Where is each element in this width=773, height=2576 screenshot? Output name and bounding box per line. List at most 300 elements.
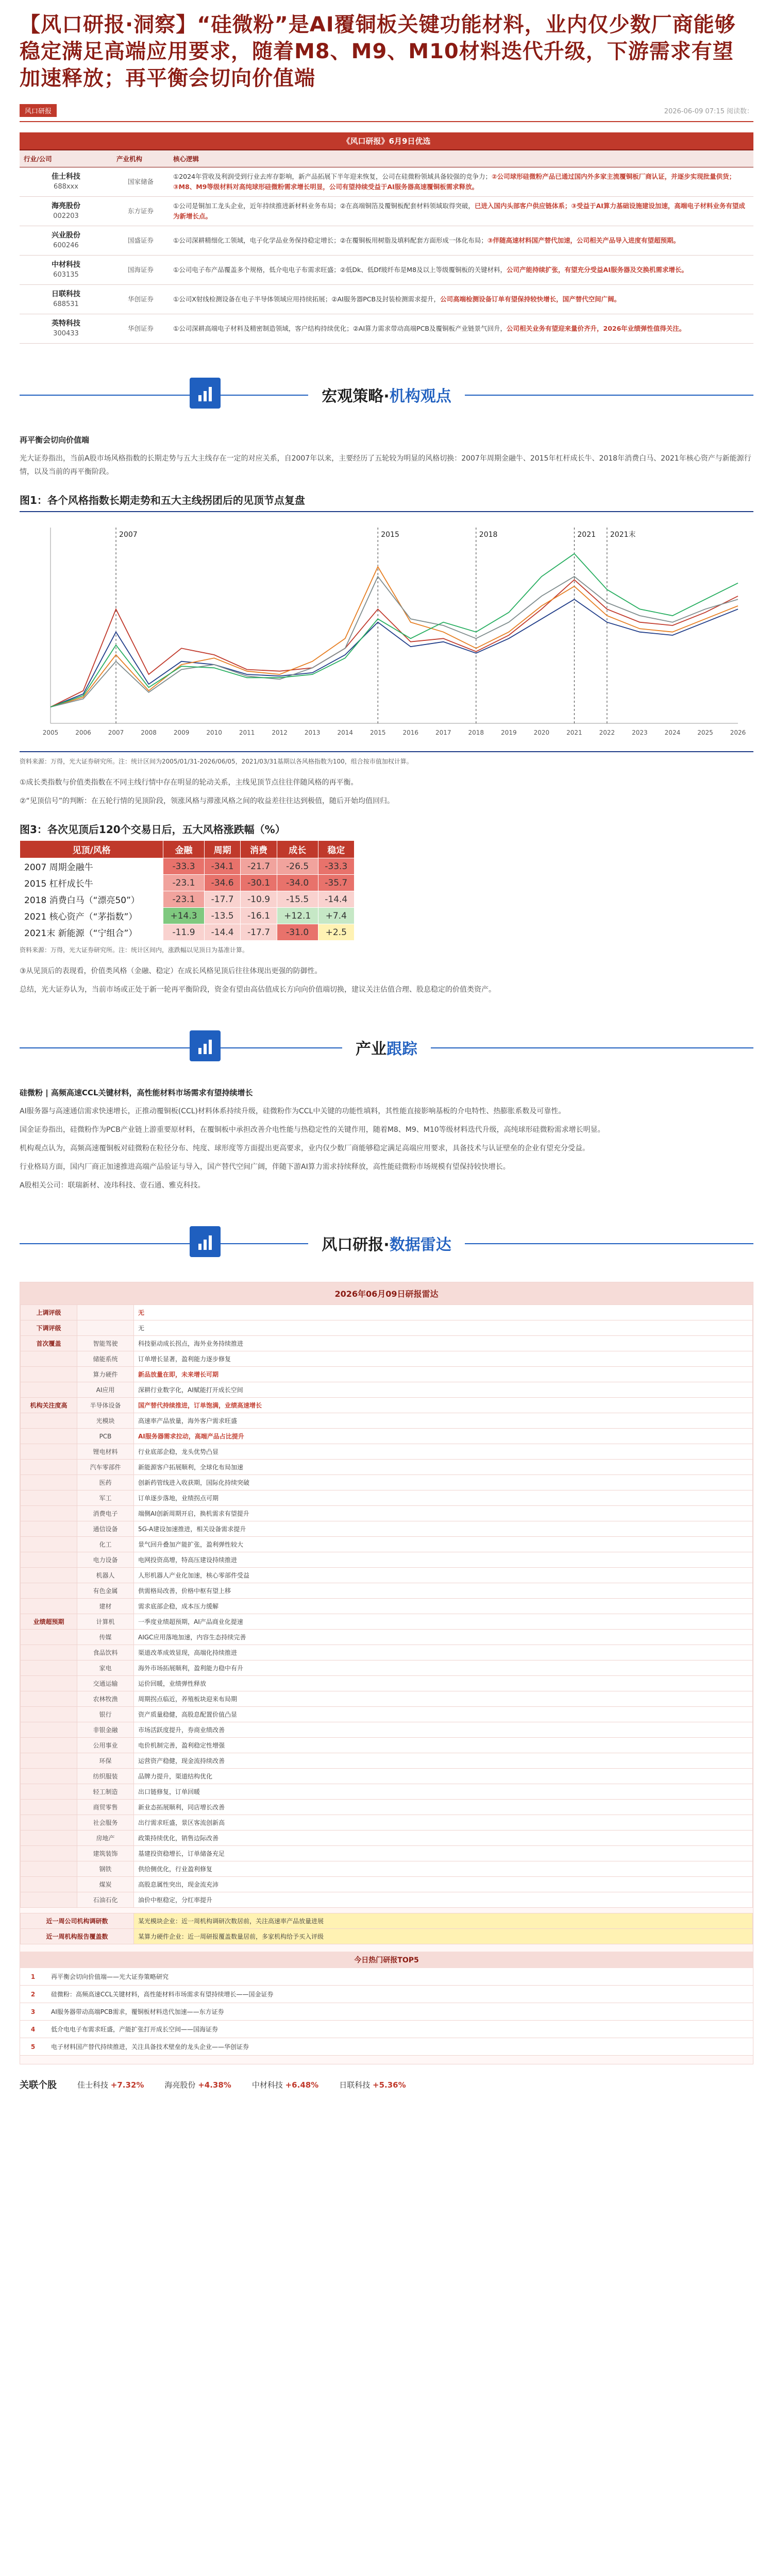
radar-sector: 电力设备: [77, 1552, 134, 1568]
radar-sector: 石油石化: [77, 1892, 134, 1908]
peak-name: 2018 消费白马（“漂亮50”）: [20, 891, 163, 908]
style-return: -11.9: [163, 924, 205, 941]
peak-annotation: 2015: [381, 531, 399, 539]
radar-sector: 储能系统: [77, 1351, 134, 1367]
picks-row: [20, 256, 753, 285]
radar-sector: 交通运输: [77, 1676, 134, 1691]
radar-text[interactable]: 一季度业绩超预期，AI产品商业化提速: [134, 1614, 753, 1630]
radar-sector: 光模块: [77, 1413, 134, 1429]
radar-sector: 钢铁: [77, 1861, 134, 1877]
radar-row: [21, 1614, 753, 1630]
radar-category: 机构关注度高: [21, 1398, 77, 1413]
top-report-title: 低介电电子布需求旺盛，产能扩张打开成长空间——国海证券: [51, 2026, 219, 2033]
picks-table-title: 《风口研报》6月9日优选: [20, 132, 753, 150]
company-name: 日联科技: [52, 290, 80, 298]
company-code: 688531: [53, 300, 79, 308]
radar-row: [21, 1784, 753, 1800]
radar-sector: 计算机: [77, 1614, 134, 1630]
logic-text: ①公司电子布产品覆盖多个规格，低介电电子布需求旺盛；②低Dk、低Df玻纤布是M8及以上等级覆铜板的关键材料，: [173, 266, 507, 274]
style-return: -17.7: [241, 924, 277, 941]
headline-title: 【风口研报·洞察】“硅微粉”是AI覆铜板关键功能材料，业内仅少数厂商能够稳定满足高端应用要求，随着M8、M9、M10材料迭代升级，下游需求有望加速释放；再平衡会切向价值端: [20, 13, 736, 90]
style-row: [20, 924, 355, 941]
institution-cell: 东方证券: [112, 197, 169, 226]
radar-tip-row: [21, 1929, 753, 1944]
radar-sector: 消费电子: [77, 1506, 134, 1521]
radar-category: [21, 1877, 77, 1892]
para-b: ②“见顶信号”的判断：在五轮行情的见顶阶段，领涨风格与滞涨风格之间的收益差往往达到极值，随后开始均值回归。: [20, 797, 395, 805]
publish-date: 2026-06-09 07:15 阅读数：: [664, 108, 753, 115]
style-index-line-chart: [20, 512, 753, 749]
peak-name: 2015 杠杆成长牛: [20, 875, 163, 891]
radar-category: [21, 1691, 77, 1707]
radar-text[interactable]: 渠道改革成效显现，高端化持续推进: [134, 1645, 753, 1660]
related-stock-name: 日联科技: [339, 2080, 371, 2090]
top-report-item[interactable]: [20, 1968, 753, 1986]
logic-cell: [169, 226, 753, 256]
company-name: 佳士科技: [52, 173, 80, 181]
top-report-item[interactable]: [20, 1986, 753, 2003]
style-row: [20, 891, 355, 908]
radar-text[interactable]: 出行需求旺盛，景区客流创新高: [134, 1815, 753, 1831]
radar-text[interactable]: 出口链修复，订单回暖: [134, 1784, 753, 1800]
style-return: -26.5: [277, 858, 318, 875]
style-return-table: [20, 840, 355, 941]
radar-sector: 房地产: [77, 1831, 134, 1846]
radar-row: [21, 1846, 753, 1861]
banner-label: 风口研报·数据雷达: [308, 1232, 464, 1255]
style-return: -34.1: [204, 858, 240, 875]
logic-cell: [169, 197, 753, 226]
para-d: 总结，光大证券认为，当前市场或正处于新一轮再平衡阶段，资金有望由高估值成长方向向价值端切换，建议关注估值合理、股息稳定的价值类资产。: [20, 986, 496, 994]
x-tick-label: 2013: [304, 729, 321, 736]
picks-row: [20, 285, 753, 314]
peak-annotation: 2021末: [610, 531, 636, 539]
radar-sector: 化工: [77, 1537, 134, 1552]
style-row: [20, 875, 355, 891]
style-return: +7.4: [318, 908, 354, 924]
radar-category: [21, 1568, 77, 1583]
style-return: +2.5: [318, 924, 354, 941]
style-header: 成长: [277, 841, 318, 858]
para-a: ①成长类指数与价值类指数在不同主线行情中存在明显的轮动关系，主线见顶节点往往伴随风格的再平衡。: [20, 778, 358, 787]
radar-category: [21, 1861, 77, 1877]
related-stock-change: +4.38%: [198, 2080, 231, 2090]
x-tick-label: 2008: [141, 729, 157, 736]
style-return: -21.7: [241, 858, 277, 875]
radar-text[interactable]: 订单逐步落地，业绩拐点可期: [134, 1490, 753, 1506]
series-line: [51, 580, 738, 707]
company-code: 603135: [53, 271, 79, 279]
radar-category: [21, 1460, 77, 1475]
radar-sector: 医药: [77, 1475, 134, 1490]
top-report-title: 再平衡会切向价值端——光大证券策略研究: [51, 1973, 169, 1980]
radar-row: [21, 1769, 753, 1784]
style-row: [20, 908, 355, 924]
section-banner-industry: [20, 1024, 753, 1071]
radar-row: [21, 1831, 753, 1846]
radar-text[interactable]: 创新药管线进入收获期，国际化持续突破: [134, 1475, 753, 1490]
related-stock-name: 海亮股份: [164, 2080, 196, 2090]
radar-text[interactable]: 无: [134, 1305, 753, 1320]
radar-category: [21, 1490, 77, 1506]
figure1-source: 资料来源：万得，光大证券研究所。注：统计区间为2005/01/31-2026/06/05，2021/03/31基期以各风格指数为100，组合按市值加权计算。: [20, 758, 413, 765]
company-name: 兴业股份: [52, 231, 80, 240]
logic-text: ①公司深耕精细化工领域，电子化学品业务保持稳定增长；②在覆铜板用树脂及填料配套方面形成一体化布局；: [173, 236, 488, 244]
radar-category: [21, 1722, 77, 1738]
x-tick-label: 2014: [337, 729, 353, 736]
logic-highlight: 已进入国内头部客户供应链体系；③受益于AI算力基础设施建设加速，高端电子材料业务有望成为新增长点。: [173, 202, 745, 220]
radar-row: [21, 1660, 753, 1676]
bar-chart-icon: [190, 1030, 221, 1061]
radar-category: [21, 1815, 77, 1831]
radar-sector: 半导体设备: [77, 1398, 134, 1413]
x-tick-label: 2018: [468, 729, 484, 736]
related-stock-name: 佳士科技: [77, 2080, 109, 2090]
radar-text[interactable]: 科技驱动成长拐点，海外业务持续推进: [134, 1336, 753, 1351]
radar-row: [21, 1506, 753, 1521]
series-line: [51, 599, 738, 707]
col-company: 行业/公司: [20, 150, 112, 167]
radar-category: [21, 1831, 77, 1846]
radar-row: [21, 1413, 753, 1429]
top-report-rank: 2: [30, 1990, 36, 1998]
radar-row: [21, 1537, 753, 1552]
radar-sector: 军工: [77, 1490, 134, 1506]
radar-text[interactable]: 运营资产稳健，现金流持续改善: [134, 1753, 753, 1769]
figure3-source: 资料来源：万得，光大证券研究所。注：统计区间内，涨跌幅以见顶日为基准计算。: [20, 946, 249, 954]
radar-tip-row: [21, 1913, 753, 1929]
radar-category: [21, 1892, 77, 1908]
radar-tip-text[interactable]: 某光模块企业：近一周机构调研次数居前，关注高速率产品放量进展: [134, 1913, 753, 1929]
radar-sector: 建筑装饰: [77, 1846, 134, 1861]
radar-text[interactable]: 行业底部企稳，龙头优势凸显: [134, 1444, 753, 1460]
radar-category: [21, 1583, 77, 1599]
radar-sector: 轻工制造: [77, 1784, 134, 1800]
x-tick-label: 2023: [632, 729, 648, 736]
radar-category: [21, 1784, 77, 1800]
radar-sector: [77, 1320, 134, 1336]
style-return: -30.1: [241, 875, 277, 891]
radar-sector: [77, 1305, 134, 1320]
radar-row: [21, 1568, 753, 1583]
radar-text[interactable]: 政策持续优化，销售边际改善: [134, 1831, 753, 1846]
radar-category: [21, 1599, 77, 1614]
radar-text[interactable]: 国产替代持续推进，订单饱满，业绩高速增长: [134, 1398, 753, 1413]
x-tick-label: 2019: [501, 729, 517, 736]
radar-text[interactable]: 需求底部企稳，成本压力缓解: [134, 1599, 753, 1614]
x-tick-label: 2009: [173, 729, 190, 736]
radar-row: [21, 1398, 753, 1413]
style-return: -35.7: [318, 875, 354, 891]
radar-category: [21, 1846, 77, 1861]
banner-label: 宏观策略·机构观点: [308, 383, 464, 406]
radar-row: [21, 1320, 753, 1336]
x-tick-label: 2011: [239, 729, 255, 736]
figure1-chart: [20, 511, 753, 752]
radar-text[interactable]: 电网投资高增，特高压建设持续推进: [134, 1552, 753, 1568]
figure3-title: 图3：各次见顶后120个交易日后，五大风格涨跌幅（%）: [20, 823, 285, 836]
meta-row: [20, 97, 753, 122]
radar-text[interactable]: 资产质量稳健，高股息配置价值凸显: [134, 1707, 753, 1722]
radar-row: [21, 1753, 753, 1769]
related-stock[interactable]: [77, 2079, 144, 2090]
radar-category: 首次覆盖: [21, 1336, 77, 1351]
logic-cell: [169, 314, 753, 344]
picks-row: [20, 167, 753, 197]
radar-text[interactable]: AI服务器需求拉动，高端产品占比提升: [134, 1429, 753, 1444]
radar-text[interactable]: 基建投资稳增长，订单储备充足: [134, 1846, 753, 1861]
radar-row: [21, 1599, 753, 1614]
style-return: -14.4: [318, 891, 354, 908]
top-report-item[interactable]: [20, 2003, 753, 2021]
radar-tip-text[interactable]: 某算力硬件企业：近一周研报覆盖数量居前，多家机构给予买入评级: [134, 1929, 753, 1944]
related-stock[interactable]: [164, 2079, 231, 2090]
company-code: 002203: [53, 212, 79, 220]
radar-category: [21, 1413, 77, 1429]
radar-text[interactable]: 周期拐点临近，养殖板块迎来布局期: [134, 1691, 753, 1707]
logic-cell: [169, 285, 753, 314]
radar-sector: 农林牧渔: [77, 1691, 134, 1707]
radar-sector: 银行: [77, 1707, 134, 1722]
radar-category: [21, 1707, 77, 1722]
institution-cell: 华创证券: [112, 314, 169, 344]
column-tag[interactable]: 风口研报: [20, 104, 57, 117]
logic-text: ①公司深耕高端电子材料及精密制造领域，客户结构持续优化；②AI算力需求带动高端PCB及覆铜板产业链景气回升，: [173, 325, 507, 332]
radar-sector: 食品饮料: [77, 1645, 134, 1660]
picks-row: [20, 314, 753, 344]
logic-highlight: 公司高端检测设备订单有望保持较快增长，国产替代空间广阔。: [440, 295, 621, 303]
institution-cell: 华创证券: [112, 285, 169, 314]
style-return: -31.0: [277, 924, 318, 941]
radar-tips-table: [20, 1913, 753, 1944]
radar-category: [21, 1676, 77, 1691]
section-banner-radar: [20, 1220, 753, 1266]
radar-row: [21, 1305, 753, 1320]
top-report-rank: 5: [30, 2043, 36, 2050]
x-tick-label: 2025: [697, 729, 713, 736]
picks-table: [20, 132, 753, 344]
x-tick-label: 2021: [566, 729, 582, 736]
radar-category: 业绩超预期: [21, 1614, 77, 1630]
radar-text[interactable]: 运价回暖，业绩弹性释放: [134, 1676, 753, 1691]
radar-row: [21, 1521, 753, 1537]
radar-sector: 机器人: [77, 1568, 134, 1583]
radar-category: [21, 1475, 77, 1490]
related-stock-change: +7.32%: [110, 2080, 144, 2090]
radar-sector: AI应用: [77, 1382, 134, 1398]
style-return: -34.0: [277, 875, 318, 891]
radar-text[interactable]: 无: [134, 1320, 753, 1336]
company-cell[interactable]: [20, 256, 112, 285]
top-reports-title: 今日热门研报TOP5: [20, 1952, 753, 1968]
style-return: -17.7: [204, 891, 240, 908]
radar-row: [21, 1351, 753, 1367]
radar-row: [21, 1583, 753, 1599]
related-stock[interactable]: [252, 2079, 318, 2090]
style-return: -15.5: [277, 891, 318, 908]
radar-title: 2026年06月09日研报雷达: [20, 1282, 753, 1304]
top-report-title: 硅微粉：高频高速CCL关键材料，高性能材料市场需求有望持续增长——国金证券: [51, 1991, 274, 1998]
style-header: 消费: [241, 841, 277, 858]
logic-highlight: 公司相关业务有望迎来量价齐升，2026年业绩弹性值得关注。: [507, 325, 686, 332]
style-return: -16.1: [241, 908, 277, 924]
company-name: 中材科技: [52, 261, 80, 269]
style-return: +14.3: [163, 908, 205, 924]
top-report-rank: 3: [30, 2008, 36, 2015]
industry-p1: AI服务器与高速通信需求快速增长，正推动覆铜板(CCL)材料体系持续升级，硅微粉作为CCL中关键的功能性填料，其性能直接影响基板的介电特性、热膨胀系数及可靠性。: [20, 1107, 566, 1115]
radar-text[interactable]: 高股息属性突出，现金流充沛: [134, 1877, 753, 1892]
x-tick-label: 2016: [402, 729, 419, 736]
radar-text[interactable]: 端侧AI创新周期开启，换机需求有望提升: [134, 1506, 753, 1521]
x-tick-label: 2007: [108, 729, 124, 736]
industry-p3: 机构观点认为，高频高速覆铜板对硅微粉在粒径分布、纯度、球形度等方面提出更高要求，业内仅少数厂商能够稳定满足高端应用要求，具备技术与认证壁垒的企业有望充分受益。: [20, 1144, 590, 1153]
radar-category: [21, 1351, 77, 1367]
radar-row: [21, 1815, 753, 1831]
banner-label: 产业跟踪: [342, 1036, 431, 1059]
radar-row: [21, 1382, 753, 1398]
radar-row: [21, 1490, 753, 1506]
x-tick-label: 2010: [206, 729, 222, 736]
figure1-title: 图1：各个风格指数长期走势和五大主线拐团后的见顶节点复盘: [20, 494, 305, 506]
radar-text[interactable]: 新业态拓展顺利，同店增长改善: [134, 1800, 753, 1815]
radar-text[interactable]: 新能源客户拓展顺利，全球化布局加速: [134, 1460, 753, 1475]
company-name: 海亮股份: [52, 202, 80, 210]
related-stock-change: +6.48%: [285, 2080, 319, 2090]
industry-p4: 行业格局方面，国内厂商正加速推进高端产品验证与导入，国产替代空间广阔，伴随下游AI算力需求持续释放，高性能硅微粉市场规模有望保持较快增长。: [20, 1163, 510, 1171]
logic-highlight: 公司产能持续扩张，有望充分受益AI服务器及交换机需求增长。: [507, 266, 688, 274]
radar-sector: 传媒: [77, 1630, 134, 1645]
radar-row: [21, 1676, 753, 1691]
radar-category: [21, 1630, 77, 1645]
radar-category: [21, 1537, 77, 1552]
company-cell[interactable]: [20, 197, 112, 226]
radar-text[interactable]: 油价中枢稳定，分红率提升: [134, 1892, 753, 1908]
radar-row: [21, 1336, 753, 1351]
institution-cell: 国海证券: [112, 256, 169, 285]
radar-row: [21, 1800, 753, 1815]
bar-chart-icon: [190, 378, 221, 409]
col-logic: 核心逻辑: [169, 150, 753, 167]
radar-sector: 锂电材料: [77, 1444, 134, 1460]
top-report-item[interactable]: [20, 2021, 753, 2038]
related-stock-change: +5.36%: [373, 2080, 406, 2090]
radar-category: [21, 1367, 77, 1382]
institution-cell: 国家储备: [112, 167, 169, 197]
radar-sector: 纺织服装: [77, 1769, 134, 1784]
radar-text[interactable]: 高速率产品放量，海外客户需求旺盛: [134, 1413, 753, 1429]
series-line: [51, 567, 738, 707]
radar-text[interactable]: 海外市场拓展顺利，盈利能力稳中有升: [134, 1660, 753, 1676]
radar-text[interactable]: 景气回升叠加产能扩张，盈利弹性较大: [134, 1537, 753, 1552]
style-return: -13.5: [204, 908, 240, 924]
radar-sector: 公用事业: [77, 1738, 134, 1753]
related-stock-name: 中材科技: [251, 2080, 283, 2090]
top-report-title: 电子材料国产替代持续推进，关注具备技术壁垒的龙头企业——华创证券: [51, 2043, 249, 2050]
company-cell[interactable]: [20, 285, 112, 314]
radar-text[interactable]: 市场活跃度提升，券商业绩改善: [134, 1722, 753, 1738]
radar-text[interactable]: 供需格局改善，价格中枢有望上移: [134, 1583, 753, 1599]
radar-sector: 煤炭: [77, 1877, 134, 1892]
bar-chart-icon: [190, 1226, 221, 1257]
x-tick-label: 2024: [664, 729, 681, 736]
radar-text[interactable]: 5G-A建设加速推进，相关设备需求提升: [134, 1521, 753, 1537]
radar-text[interactable]: 人形机器人产业化加速，核心零部件受益: [134, 1568, 753, 1583]
picks-row: [20, 226, 753, 256]
x-tick-label: 2015: [369, 729, 386, 736]
radar-sector: 汽车零部件: [77, 1460, 134, 1475]
radar-category: 上调评级: [21, 1305, 77, 1320]
industry-p2: 国金证券指出，硅微粉作为PCB产业链上游重要原材料，在覆铜板中承担改善介电性能与热稳定性的关键作用，随着M8、M9、M10等级材料迭代升级，高纯球形硅微粉需求增长明显。: [20, 1126, 605, 1134]
x-tick-label: 2022: [599, 729, 615, 736]
style-return: -34.6: [204, 875, 240, 891]
style-return: +12.1: [277, 908, 318, 924]
peak-name: 2021 核心资产（“茅指数”）: [20, 908, 163, 924]
company-cell[interactable]: [20, 314, 112, 344]
company-name: 英特科技: [52, 319, 80, 328]
radar-text[interactable]: 电价机制完善，盈利稳定性增强: [134, 1738, 753, 1753]
radar-category: [21, 1660, 77, 1676]
para-c: ③从见顶后的表现看，价值类风格（金融、稳定）在成长风格见顶后往往体现出更强的防御性。: [20, 967, 322, 975]
radar-row: [21, 1475, 753, 1490]
radar-text[interactable]: 新品放量在即，未来增长可期: [134, 1367, 753, 1382]
top-report-item[interactable]: [20, 2038, 753, 2056]
radar-category: [21, 1753, 77, 1769]
radar-sector: 通信设备: [77, 1521, 134, 1537]
related-stock[interactable]: [339, 2079, 406, 2090]
radar-category: [21, 1429, 77, 1444]
radar-sector: 有色金属: [77, 1583, 134, 1599]
style-header: 稳定: [318, 841, 354, 858]
company-cell[interactable]: [20, 226, 112, 256]
radar-text[interactable]: 订单增长显著，盈利能力逐步修复: [134, 1351, 753, 1367]
style-header: 周期: [204, 841, 240, 858]
logic-cell: [169, 167, 753, 197]
radar-row: [21, 1429, 753, 1444]
logic-highlight: ③伴随高速材料国产替代加速，公司相关产品导入进度有望超预期。: [487, 236, 680, 244]
headline-block: [20, 0, 753, 97]
company-code: 300433: [53, 330, 79, 337]
radar-category: [21, 1506, 77, 1521]
radar-category: [21, 1738, 77, 1753]
x-tick-label: 2020: [533, 729, 550, 736]
logic-text: ①公司X射线检测设备在电子半导体领域应用持续拓展；②AI服务器PCB及封装检测需求提升，: [173, 295, 441, 303]
radar-text[interactable]: 深耕行业数字化，AI赋能打开成长空间: [134, 1382, 753, 1398]
radar-row: [21, 1722, 753, 1738]
peak-annotation: 2007: [119, 531, 138, 539]
radar-text[interactable]: AIGC应用落地加速，内容生态持续完善: [134, 1630, 753, 1645]
radar-row: [21, 1861, 753, 1877]
radar-category: 下调评级: [21, 1320, 77, 1336]
radar-text[interactable]: 供给侧优化，行业盈利修复: [134, 1861, 753, 1877]
radar-sector: 商贸零售: [77, 1800, 134, 1815]
col-chain: 产业机构: [112, 150, 169, 167]
radar-row: [21, 1707, 753, 1722]
style-return: -33.3: [163, 858, 205, 875]
style-return: -14.4: [204, 924, 240, 941]
peak-name: 2021末 新能源（“宁组合”）: [20, 924, 163, 941]
radar-sector: 智能驾驶: [77, 1336, 134, 1351]
radar-row: [21, 1367, 753, 1382]
industry-p5: A股相关公司：联瑞新材、凌玮科技、壹石通、雅克科技。: [20, 1181, 205, 1190]
radar-sector: 算力硬件: [77, 1367, 134, 1382]
radar-row: [21, 1444, 753, 1460]
logic-text: ①公司是铜加工龙头企业，近年持续推进新材料业务布局；②在高端铜箔及覆铜板配套材料领域取得突破，: [173, 202, 475, 210]
radar-row: [21, 1892, 753, 1908]
company-cell[interactable]: [20, 167, 112, 197]
logic-cell: [169, 256, 753, 285]
radar-text[interactable]: 品牌力提升，渠道结构优化: [134, 1769, 753, 1784]
style-return: -33.3: [318, 858, 354, 875]
